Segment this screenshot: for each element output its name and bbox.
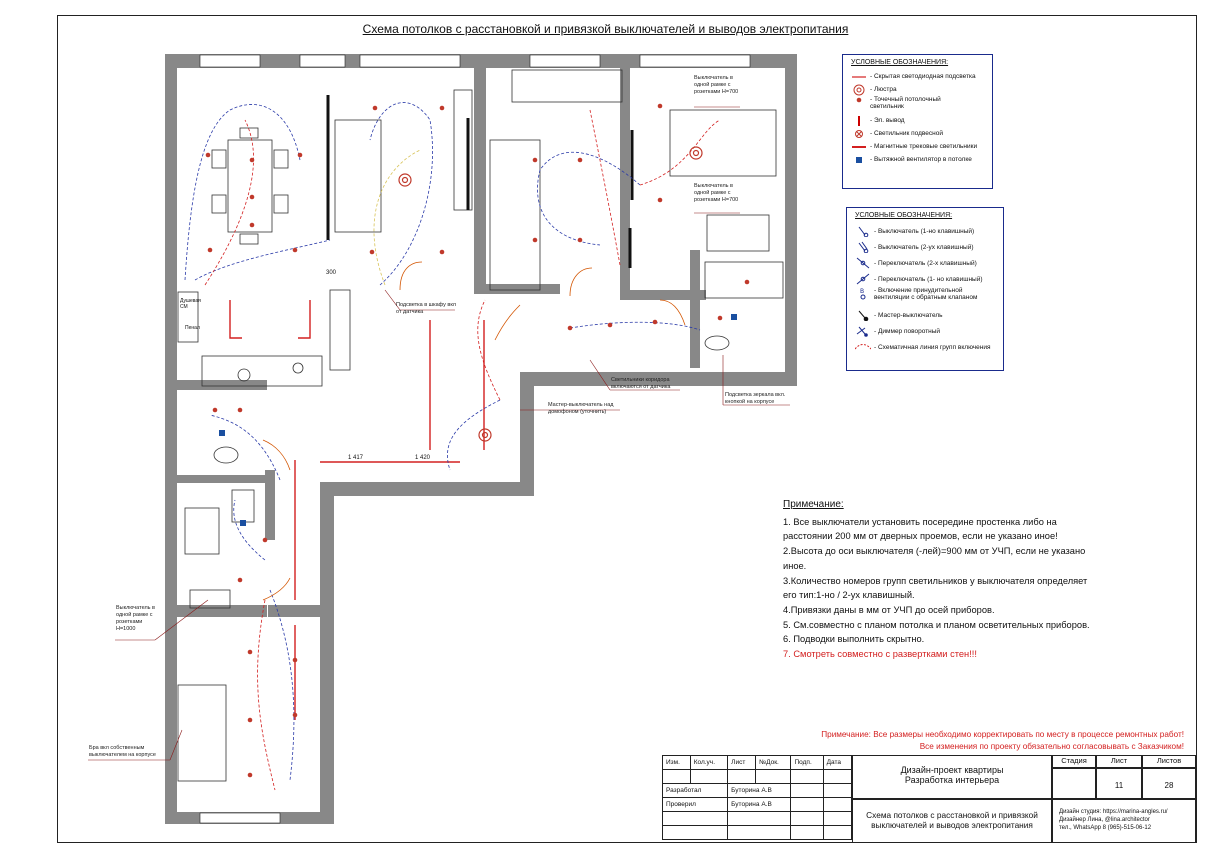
project-name-box	[852, 755, 1052, 799]
note-line: 6. Подводки выполнить скрытно.	[783, 634, 925, 645]
checked-name: Буторина А.В	[728, 798, 791, 812]
switch-group-lines	[185, 103, 720, 790]
studio-line: Дизайн студия: https://marina-angles.ru/	[1059, 809, 1168, 815]
project-line: Дизайн-проект квартиры	[900, 765, 1004, 775]
col-header: Изм.	[663, 756, 691, 770]
col-header: Дата	[823, 756, 851, 770]
legend-item: - Выключатель (1-но клавишный)	[855, 223, 1003, 239]
sheet-header: Лист	[1096, 755, 1142, 768]
note-line: расстоянии 200 мм от дверных проемов, если не указано иное!	[783, 531, 1058, 542]
bottom-note-line: Примечание: Все размеры необходимо корректировать по месту в процессе ремонтных работ!	[821, 730, 1184, 739]
col-header: Лист	[728, 756, 756, 770]
sheet-value: 11	[1096, 768, 1142, 799]
callout-corridor-lights: Светильники коридора включаются от датчика	[611, 377, 671, 390]
changeover-single-icon	[855, 273, 871, 285]
col-header: Подп.	[791, 756, 823, 770]
checked-label: Проверил	[663, 798, 728, 812]
leader-lines	[88, 107, 790, 760]
drawing-title-line: выключателей и выводов электропитания	[871, 820, 1033, 830]
drawing-title-box	[852, 799, 1052, 843]
led-strip-icon	[851, 75, 867, 79]
note-line: 2.Высота до оси выключателя (-лей)=900 мм от УЧП, если не указано	[783, 546, 1086, 557]
legend-item: - Эл. вывод	[851, 114, 992, 127]
callout-switch-top-2: Выключатель в одной рамке с розетками Н=700	[694, 183, 739, 203]
ventilation-switch-icon	[855, 287, 871, 301]
legend-item: B - Включение принудительной вентиляции с обратным клапаном	[855, 287, 1003, 307]
legend-item: - Светильник подвесной	[851, 127, 992, 140]
notes-block	[783, 498, 1143, 662]
note-line: его тип:1-но / 2-ух клавишный.	[783, 590, 915, 601]
note-line: 1. Все выключатели установить посередине простенка либо на	[783, 516, 1057, 527]
sheets-header: Листов	[1142, 755, 1196, 768]
legend-item: - Диммер поворотный	[855, 323, 1003, 339]
callout-master-switch: Мастер-выключатель над домофоном (уточнить)	[548, 402, 614, 415]
col-header: Кол.уч.	[690, 756, 727, 770]
legend-item: - Скрытая светодиодная подсветка	[851, 70, 992, 83]
legend-item: - Переключатель (1- но клавишный)	[855, 271, 1003, 287]
note-line: иное.	[783, 560, 807, 571]
callout-closet-light: Подсветка в шкафу вкл от датчика	[396, 302, 457, 315]
svg-text:B: B	[860, 288, 865, 295]
switch-single-icon	[855, 225, 871, 237]
fan-icon	[851, 156, 867, 164]
legend-item: - Точечный потолочный светильник	[851, 96, 992, 114]
bottom-note-line: Все изменения по проекту обязательно согласовывать с Заказчиком!	[919, 742, 1184, 751]
legend-item: - Люстра	[851, 83, 992, 96]
studio-info-box	[1052, 799, 1196, 843]
legend-item: - Вытяжной вентилятор в потолке	[851, 153, 992, 166]
col-header: №Док.	[756, 756, 791, 770]
cabinet-label-oven: Пенал	[185, 325, 200, 331]
legend-item: - Схематичная линия групп включения	[855, 339, 1003, 355]
callout-switch-top-1: Выключатель в одной рамке с розетками Н=700	[694, 75, 739, 95]
dimension-1420: 1 420	[415, 455, 431, 461]
track-light-icon	[851, 145, 867, 149]
project-line: Разработка интерьера	[904, 775, 1000, 785]
drawing-title: Схема потолков с расстановкой и привязкой выключателей и выводов электропитания	[362, 22, 849, 36]
sheets-value: 28	[1142, 768, 1196, 799]
legend-item: - Мастер-выключатель	[855, 307, 1003, 323]
notes-heading: Примечание:	[783, 499, 844, 510]
dimension-1417: 1 417	[348, 455, 364, 461]
stage-header: Стадия	[1052, 755, 1096, 768]
revision-table	[662, 755, 852, 840]
legend-heading: УСЛОВНЫЕ ОБОЗНАЧЕНИЯ:	[855, 212, 953, 219]
bottom-note	[780, 729, 1184, 753]
developed-name: Буторина А.В	[728, 784, 791, 798]
studio-line: тел., WhatsApp 8 (965)-515-06-12	[1059, 825, 1152, 831]
callout-switch-left: Выключатель в одной рамке с розетками Н=1000	[116, 605, 155, 632]
switch-double-icon	[855, 241, 871, 253]
callout-sconce: Бра вкл собственным выключателем на корпусе	[89, 745, 156, 758]
legend-item: - Выключатель (2-ух клавишный)	[855, 239, 1003, 255]
outlet-icon	[851, 116, 867, 126]
cabinet-label-dryer: Душевая СМ	[180, 298, 201, 310]
callout-mirror-light: Подсветка зеркала вкл. кнопкой на корпусе	[725, 392, 786, 405]
note-line-red: 7. Смотреть совместно с развертками стен!!!	[783, 649, 977, 660]
drawing-title-line: Схема потолков с расстановкой и привязкой	[866, 810, 1038, 820]
spot-light-icon	[851, 96, 867, 104]
legend-heading: УСЛОВНЫЕ ОБОЗНАЧЕНИЯ:	[851, 59, 949, 66]
legend-item: - Магнитные трековые светильники	[851, 140, 992, 153]
master-switch-icon	[855, 309, 871, 321]
changeover-double-icon	[855, 257, 871, 269]
developed-label: Разработал	[663, 784, 728, 798]
title-block	[662, 755, 1196, 843]
legend-item: - Переключатель (2-х клавишный)	[855, 255, 1003, 271]
note-line: 5. См.совместно с планом потолка и планом осветительных приборов.	[783, 619, 1090, 630]
note-line: 3.Количество номеров групп светильников у выключателя определяет	[783, 575, 1088, 586]
legend-ceiling	[842, 54, 993, 189]
note-line: 4.Привязки даны в мм от УЧП до осей приборов.	[783, 604, 995, 615]
group-line-icon	[855, 343, 871, 351]
stage-value	[1052, 768, 1096, 799]
studio-line: Дизайнер Лина, @lina.architector	[1059, 817, 1150, 823]
legend-switches	[846, 207, 1004, 371]
dimmer-icon	[855, 325, 871, 337]
chandelier-icon	[851, 84, 867, 96]
dimension-300: 300	[326, 270, 337, 276]
pendant-lamp-icon	[851, 129, 867, 139]
